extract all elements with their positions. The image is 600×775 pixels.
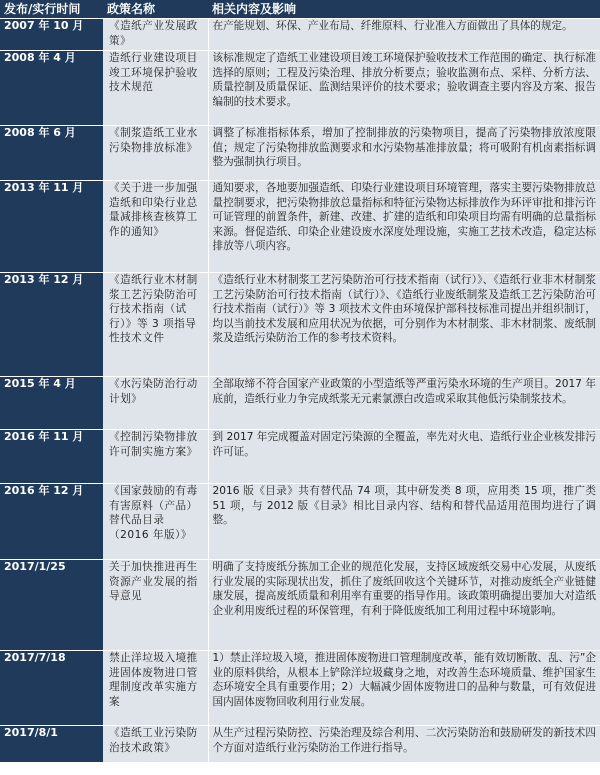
row-date: 2017/7/18	[0, 651, 103, 726]
row-date: 2016 年 11 月	[0, 430, 103, 484]
row-content: 通知要求，各地要加强造纸、印染行业建设项目环境管理，落实主要污染物排放总量控制要求，把污染物排放总量指标和特征污染物达标排放作为环评审批和排污许可证管理的前置条件，新建、改建、扩建的造纸和印染项目均需有明确的总量指标来源。督促造纸、印染企业建设废水深度处理设施，实施工艺技术改造，稳定达标排放等八项内容。	[208, 181, 600, 273]
row-policy-name: 《造纸产业发展政策》	[103, 19, 208, 51]
row-date: 2008 年 6 月	[0, 126, 103, 181]
row-policy-name: 《水污染防治行动计划》	[103, 377, 208, 430]
table-row	[0, 560, 600, 651]
row-content: 《造纸行业木材制浆工艺污染防治可行技术指南（试行）》、《造纸行业非木材制浆工艺污染防治可行技术指南（试行）》、《造纸行业废纸制浆及造纸工艺污染防治可行技术指南（试行）》等 3 项技术文件由环境保护部科技标准司提出并组织制订，均以当前技术发展和应用状况为依据，可分别作为木材制浆、非木材制浆、废纸制浆及造纸污染防治工作的参考技术资料。	[208, 273, 600, 377]
header-content: 相关内容及影响	[208, 0, 600, 19]
table-row	[0, 651, 600, 726]
table-row	[0, 484, 600, 560]
row-date: 2008 年 4 月	[0, 51, 103, 126]
row-content: 该标准规定了造纸工业建设项目竣工环境保护验收技术工作范围的确定、执行标准选择的原则；工程及污染治理、排放分析要点；验收监测布点、采样、分析方法、质量控制及质量保证、监测结果评价的技术要求；验收调查主要内容及方案、报告编制的技术要求。	[208, 51, 600, 126]
table-row	[0, 430, 600, 484]
row-policy-name: 《造纸工业污染防治技术政策》	[103, 726, 208, 762]
row-date: 2015 年 4 月	[0, 377, 103, 430]
row-policy-name: 《制浆造纸工业水污染物排放标准》	[103, 126, 208, 181]
row-content: 1）禁止洋垃圾入境，推进固体废物进口管理制度改革，能有效切断散、乱、污”企业的原料供给，从根本上铲除洋垃圾藏身之地，对改善生态环境质量、维护国家生态环境安全具有重要作用；2）大幅减少固体废物进口的品种与数量，可有效促进国内固体废物回收利用行业发展。	[208, 651, 600, 726]
row-content: 到 2017 年完成覆盖对固定污染源的全覆盖，率先对火电、造纸行业企业核发排污许可证。	[208, 430, 600, 484]
row-policy-name: 《控制污染物排放许可制实施方案》	[103, 430, 208, 484]
header-policy-name: 政策名称	[103, 0, 208, 19]
row-date: 2013 年 12 月	[0, 273, 103, 377]
row-date: 2016 年 12 月	[0, 484, 103, 560]
row-policy-name: 造纸行业建设项目竣工环境保护验收技术规范	[103, 51, 208, 126]
table-row	[0, 126, 600, 181]
row-content: 2016 版《目录》共有替代品 74 项，其中研发类 8 项，应用类 15 项，推广类 51 项，与 2012 版《目录》相比目录内容、结构和替代品适用范围均进行了调整。	[208, 484, 600, 560]
table-row	[0, 181, 600, 273]
row-policy-name: 关于加快推进再生资源产业发展的指导意见	[103, 560, 208, 651]
header-row	[0, 0, 600, 19]
row-date: 2017/1/25	[0, 560, 103, 651]
row-policy-name: 《造纸行业木材制浆工艺污染防治可行技术指南（试行）》等 3 项指导性技术文件	[103, 273, 208, 377]
row-policy-name: 《国家鼓励的有毒有害原料（产品）替代品目录（2016 年版）》	[103, 484, 208, 560]
row-date: 2013 年 11 月	[0, 181, 103, 273]
row-policy-name: 禁止洋垃圾入境推进固体废物进口管理制度改革实施方案	[103, 651, 208, 726]
row-content: 全部取缔不符合国家产业政策的小型造纸等严重污染水环境的生产项目。2017 年底前，造纸行业力争完成纸浆无元素氯漂白改造或采取其他低污染制浆技术。	[208, 377, 600, 430]
header-date: 发布/实行时间	[0, 0, 103, 19]
row-content: 从生产过程污染防控、污染治理及综合利用、二次污染防治和鼓励研发的新技术四个方面对造纸行业污染防治工作进行指导。	[208, 726, 600, 762]
row-policy-name: 《关于进一步加强造纸和印染行业总量减排核查核算工作的通知》	[103, 181, 208, 273]
row-content: 调整了标准指标体系，增加了控制排放的污染物项目，提高了污染物排放浓度限值；规定了污染物排放监测要求和水污染物基准排放量；将可吸附有机卤素指标调整为强制执行项目。	[208, 126, 600, 181]
table-row	[0, 726, 600, 762]
table-row	[0, 19, 600, 51]
row-date: 2017/8/1	[0, 726, 103, 762]
row-content: 明确了支持废纸分拣加工企业的规范化发展，支持区域废纸交易中心发展，从废纸行业发展的实际现状出发，抓住了废纸回收这个关键环节，对推动废纸全产业链健康发展，提高废纸质量和利用率有重要的指导作用。该政策明确提出要加大对造纸企业利用废纸过程的环保管理，有利于降低废纸加工利用过程中环境影响。	[208, 560, 600, 651]
row-content: 在产能规划、环保、产业布局、纤维原料、行业准入方面做出了具体的规定。	[208, 19, 600, 51]
row-date: 2007 年 10 月	[0, 19, 103, 51]
table-row	[0, 273, 600, 377]
table-row	[0, 51, 600, 126]
table-row	[0, 377, 600, 430]
